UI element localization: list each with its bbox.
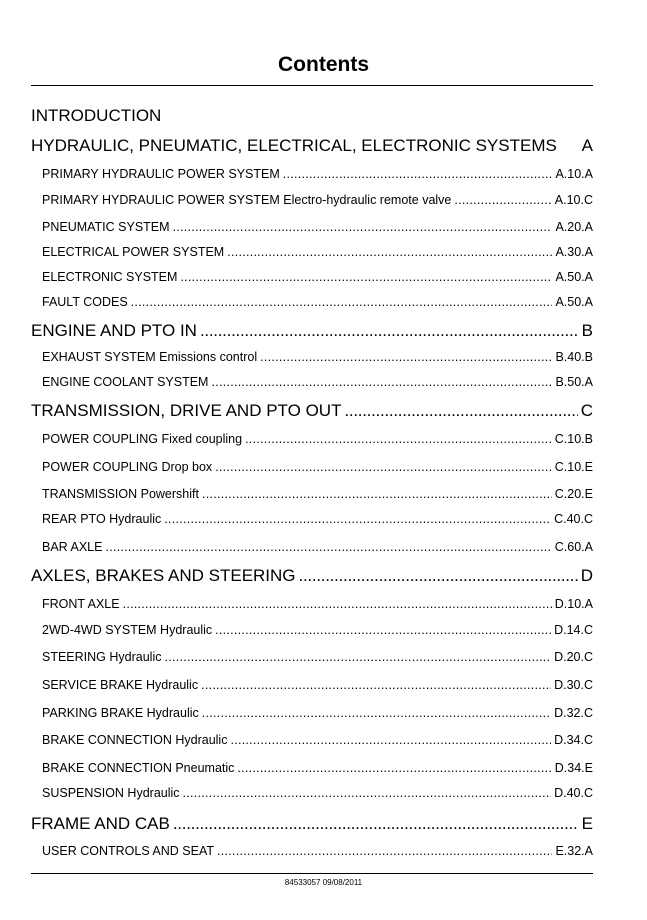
toc-entry-code: E.32.A	[555, 844, 593, 858]
toc-entry-label: USER CONTROLS AND SEAT	[42, 844, 215, 858]
toc-entry-code: C.20.E	[554, 487, 593, 501]
toc-entry-label: STEERING Hydraulic	[42, 650, 162, 664]
toc-entry-label: FRONT AXLE	[42, 597, 120, 611]
toc-entry-label: PNEUMATIC SYSTEM	[42, 220, 170, 234]
dot-leader	[180, 269, 552, 285]
dot-leader	[183, 785, 552, 801]
toc-entry-label: ELECTRONIC SYSTEM	[42, 270, 178, 284]
dot-leader	[105, 539, 551, 555]
toc-section-d[interactable]	[31, 565, 593, 587]
toc-section-code: A	[581, 136, 593, 155]
toc-section-code: C	[580, 401, 593, 420]
toc-entry[interactable]	[42, 166, 593, 182]
toc-entry[interactable]	[42, 705, 593, 721]
toc-entry-label: ELECTRICAL POWER SYSTEM	[42, 245, 225, 259]
toc-entry-label: PRIMARY HYDRAULIC POWER SYSTEM Electro-hydraulic remote valve	[42, 193, 452, 207]
dot-leader	[202, 486, 552, 502]
toc-entry[interactable]	[42, 785, 593, 801]
dot-leader	[123, 596, 552, 612]
toc-entry-code: D.40.C	[554, 786, 593, 800]
toc-entry-code: D.30.C	[554, 678, 593, 692]
toc-entry-label: SUSPENSION Hydraulic	[42, 786, 180, 800]
toc-entry-code: D.14.C	[554, 623, 593, 637]
toc-entry-label: ENGINE COOLANT SYSTEM	[42, 375, 209, 389]
toc-entry-label: 2WD-4WD SYSTEM Hydraulic	[42, 623, 213, 637]
dot-leader	[173, 813, 579, 835]
toc-entry-code: D.32.C	[554, 706, 593, 720]
toc-entry-label: POWER COUPLING Drop box	[42, 460, 213, 474]
dot-leader	[344, 400, 577, 422]
dot-leader	[230, 732, 551, 748]
toc-entry-code: D.20.C	[554, 650, 593, 664]
toc-entry-code: D.10.A	[554, 597, 593, 611]
toc-entry[interactable]	[42, 732, 593, 748]
toc-entry-label: POWER COUPLING Fixed coupling	[42, 432, 243, 446]
toc-section-code: B	[581, 321, 593, 340]
toc-entry-code: C.10.B	[554, 432, 593, 446]
dot-leader	[215, 622, 551, 638]
dot-leader	[237, 760, 551, 776]
toc-entry[interactable]	[42, 431, 593, 447]
dot-leader	[202, 705, 551, 721]
toc-entry-code: A.50.A	[555, 270, 593, 284]
toc-entry-label: REAR PTO Hydraulic	[42, 512, 162, 526]
toc-section-label: TRANSMISSION, DRIVE AND PTO OUT	[31, 401, 342, 420]
dot-leader	[173, 219, 553, 235]
toc-entry-label: PARKING BRAKE Hydraulic	[42, 706, 199, 720]
toc-entry-code: C.10.E	[554, 460, 593, 474]
toc-entry-label: EXHAUST SYSTEM Emissions control	[42, 350, 258, 364]
page-title: Contents	[278, 53, 369, 76]
toc-entry[interactable]	[42, 622, 593, 638]
dot-leader	[200, 320, 579, 342]
toc-entry-code: A.50.A	[555, 295, 593, 309]
toc-entry[interactable]	[42, 843, 593, 859]
toc-entry-label: SERVICE BRAKE Hydraulic	[42, 678, 199, 692]
toc-entry[interactable]	[42, 219, 593, 235]
dot-leader	[245, 431, 552, 447]
dot-leader	[299, 565, 578, 587]
dot-leader	[227, 244, 552, 260]
toc-entry-label: BAR AXLE	[42, 540, 103, 554]
dot-leader	[215, 459, 552, 475]
toc-entry[interactable]	[42, 539, 593, 555]
toc-entry-label: BRAKE CONNECTION Pneumatic	[42, 761, 235, 775]
toc-entry[interactable]	[42, 349, 593, 365]
toc-section-e[interactable]	[31, 813, 593, 835]
toc-entry[interactable]	[42, 294, 593, 310]
toc-entry-code: B.50.A	[555, 375, 593, 389]
toc-section-label: AXLES, BRAKES AND STEERING	[31, 566, 296, 585]
toc-entry-code: A.10.C	[554, 193, 593, 207]
dot-leader	[211, 374, 552, 390]
toc-section-label: FRAME AND CAB	[31, 814, 170, 833]
dot-leader	[164, 511, 551, 527]
toc-entry[interactable]	[42, 649, 593, 665]
toc-section-c[interactable]	[31, 400, 593, 422]
title-divider	[31, 85, 593, 86]
toc-entry-label: BRAKE CONNECTION Hydraulic	[42, 733, 228, 747]
toc-section-code: D	[580, 566, 593, 585]
toc-entry-label: PRIMARY HYDRAULIC POWER SYSTEM	[42, 167, 280, 181]
toc-entry[interactable]	[42, 374, 593, 390]
dot-leader	[454, 192, 551, 208]
toc-entry-code: C.60.A	[554, 540, 593, 554]
toc-entry[interactable]	[42, 269, 593, 285]
toc-entry[interactable]	[42, 486, 593, 502]
toc-section-b[interactable]	[31, 320, 593, 342]
toc-entry-introduction[interactable]: INTRODUCTION	[31, 106, 162, 125]
toc-entry[interactable]	[42, 760, 593, 776]
dot-leader	[164, 649, 551, 665]
toc-entry-code: A.20.A	[555, 220, 593, 234]
toc-section-label: HYDRAULIC, PNEUMATIC, ELECTRICAL, ELECTRONIC SYSTEMS	[31, 136, 557, 155]
dot-leader	[283, 166, 553, 182]
toc-entry-code: B.40.B	[555, 350, 593, 364]
toc-entry[interactable]	[42, 244, 593, 260]
toc-entry-code: A.10.A	[555, 167, 593, 181]
toc-section-label: ENGINE AND PTO IN	[31, 321, 197, 340]
toc-entry-code: A.30.A	[555, 245, 593, 259]
toc-section-a[interactable]	[31, 135, 593, 157]
toc-entry-code: D.34.E	[554, 761, 593, 775]
footer-divider	[31, 873, 593, 874]
toc-entry[interactable]	[42, 596, 593, 612]
dot-leader	[201, 677, 551, 693]
toc-entry-code: C.40.C	[554, 512, 593, 526]
toc-entry[interactable]	[42, 677, 593, 693]
toc-entry[interactable]	[42, 459, 593, 475]
toc-entry[interactable]	[42, 192, 593, 208]
dot-leader	[131, 294, 553, 310]
toc-entry-label: FAULT CODES	[42, 295, 128, 309]
footer-doc-id: 84533057 09/08/2011	[284, 878, 363, 887]
toc-entry[interactable]	[42, 511, 593, 527]
dot-leader	[217, 843, 552, 859]
toc-section-code: E	[581, 814, 593, 833]
toc-entry-label: TRANSMISSION Powershift	[42, 487, 199, 501]
dot-leader	[260, 349, 552, 365]
toc-entry-code: D.34.C	[554, 733, 593, 747]
